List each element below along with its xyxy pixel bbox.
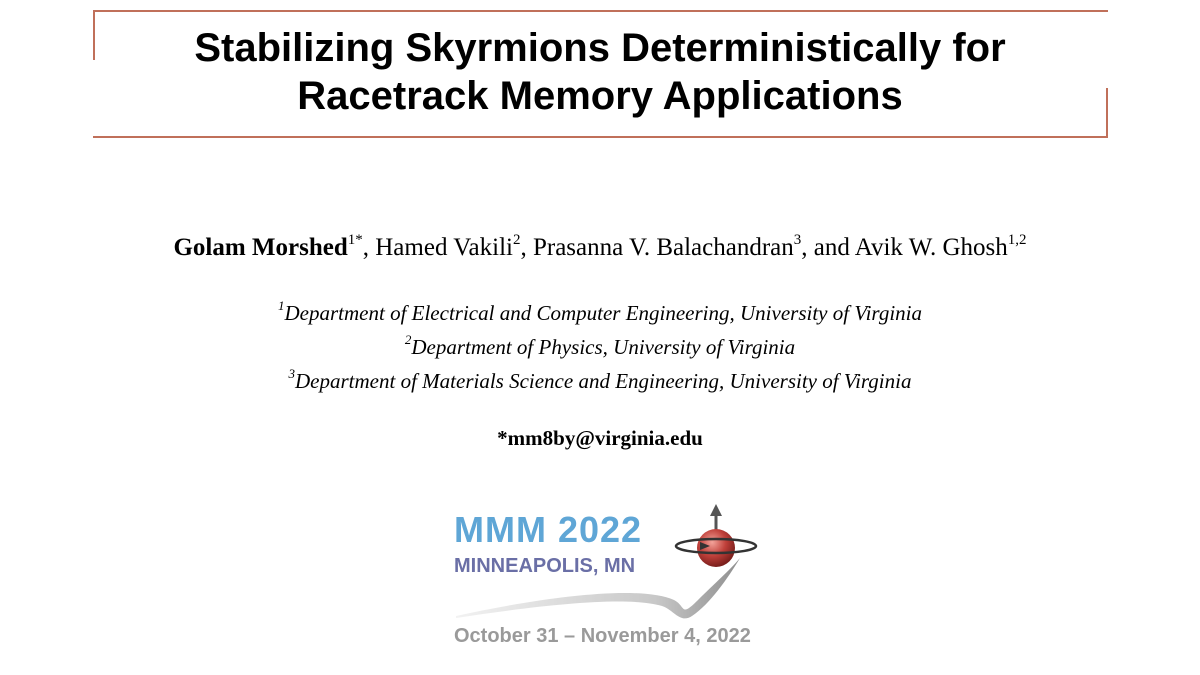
author-separator: , — [520, 234, 533, 261]
affiliation-superscript: 1 — [278, 298, 285, 313]
title-frame-right-tick — [1106, 88, 1108, 138]
author-name: Avik W. Ghosh — [854, 234, 1008, 261]
conference-name: MMM 2022 — [454, 509, 643, 550]
affiliation-text: Department of Materials Science and Engineering, University of Virginia — [295, 369, 912, 393]
author-name: Hamed Vakili — [375, 234, 513, 261]
affiliation-list — [100, 296, 1100, 398]
conference-logo — [448, 500, 768, 660]
title-line-1: Stabilizing Skyrmions Deterministically for — [194, 26, 1006, 70]
slide-title — [100, 24, 1100, 120]
author-separator: , — [362, 234, 376, 261]
affiliation-superscript: 2 — [404, 332, 412, 347]
affiliation-item — [100, 364, 1100, 398]
author-list — [40, 230, 1160, 266]
author-separator: , and — [801, 234, 855, 261]
title-frame-left-tick — [93, 10, 95, 60]
conference-city: MINNEAPOLIS, MN — [454, 555, 636, 577]
affiliation-superscript: 3 — [288, 366, 296, 381]
conference-dates: October 31 – November 4, 2022 — [454, 625, 751, 647]
author-superscript: 3 — [793, 231, 802, 248]
contact-email: *mm8by@virginia.edu — [497, 426, 703, 450]
author-superscript: 1,2 — [1007, 231, 1027, 248]
author-superscript: 1* — [347, 231, 363, 248]
affiliation-text: Department of Electrical and Computer Engineering, University of Virginia — [284, 301, 922, 325]
author-name: Prasanna V. Balachandran — [532, 234, 794, 261]
author-superscript: 2 — [512, 231, 521, 248]
author-name: Golam Morshed — [173, 234, 348, 261]
title-line-2: Racetrack Memory Applications — [297, 74, 903, 118]
affiliation-text: Department of Physics, University of Virginia — [411, 335, 796, 359]
title-frame-bottom — [93, 136, 1108, 138]
affiliation-item — [100, 330, 1100, 364]
affiliation-item — [100, 296, 1100, 330]
title-frame-top — [93, 10, 1108, 12]
